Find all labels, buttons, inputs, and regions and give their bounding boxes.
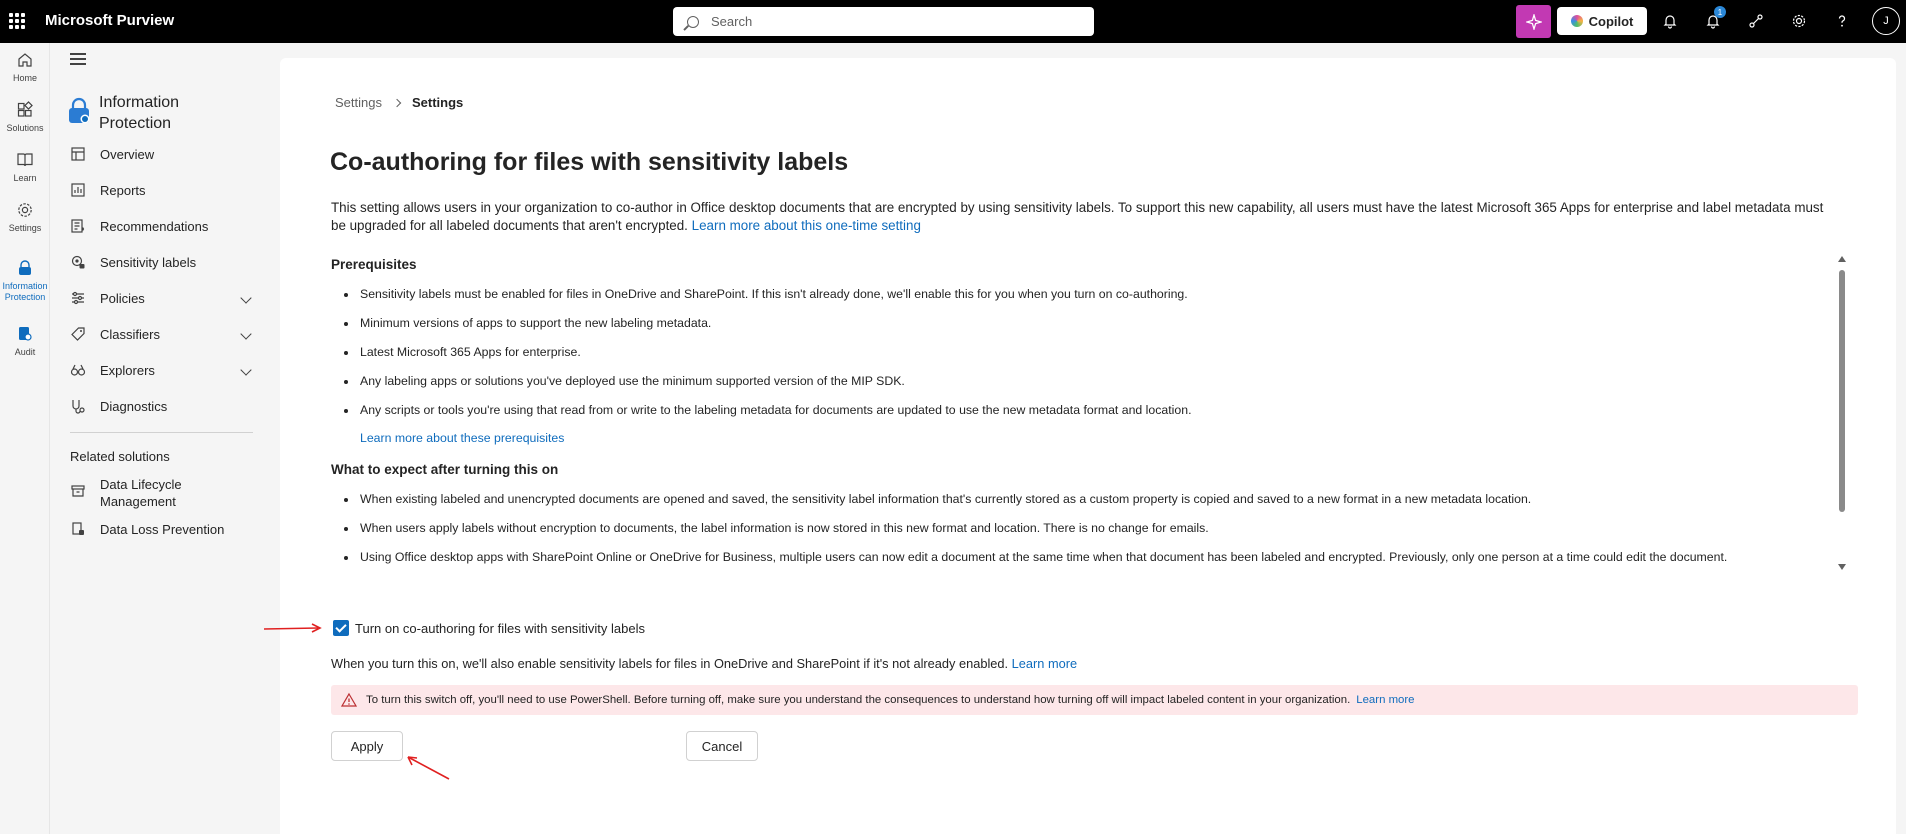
- nav-label: Data Lifecycle Management: [100, 477, 182, 509]
- chevron-right-icon: [393, 98, 401, 106]
- copilot-label: Copilot: [1588, 13, 1634, 29]
- dlp-icon: [70, 521, 86, 537]
- gear-icon[interactable]: [1788, 10, 1810, 32]
- sparkle-icon: [1526, 14, 1542, 30]
- breadcrumb: [335, 95, 463, 110]
- top-bar: [0, 0, 1906, 43]
- list-item: Sensitivity labels must be enabled for files in OneDrive and SharePoint. If this isn't already done, we'll enable this for you when you turn on co-authoring.: [331, 280, 1836, 309]
- copilot-logo-icon: [1571, 15, 1583, 27]
- nav-item-overview[interactable]: [70, 143, 260, 165]
- co-authoring-checkbox[interactable]: [333, 620, 349, 636]
- home-icon: [16, 51, 34, 69]
- prerequisites-heading: Prerequisites: [331, 257, 417, 272]
- copilot-pin-button[interactable]: [1516, 5, 1551, 38]
- nav-label: Overview: [100, 146, 155, 162]
- rail-item-information-protection[interactable]: [0, 259, 50, 303]
- related-solutions-heading: Related solutions: [70, 449, 170, 464]
- rail-item-audit[interactable]: [0, 325, 50, 357]
- nav-item-recommendations[interactable]: [70, 215, 260, 237]
- hint-text: [331, 656, 1077, 671]
- learn-more-one-time-setting-link[interactable]: Learn more about this one-time setting: [691, 218, 921, 233]
- binoculars-icon: [70, 362, 86, 378]
- learn-more-prerequisites-link[interactable]: Learn more about these prerequisites: [360, 431, 565, 445]
- bell-icon[interactable]: [1659, 10, 1681, 32]
- recommendations-icon: [70, 218, 86, 234]
- search-placeholder: Search: [711, 14, 753, 29]
- scroll-up-arrow-icon[interactable]: [1838, 256, 1846, 262]
- connections-icon[interactable]: [1745, 10, 1767, 32]
- nav-item-reports[interactable]: [70, 179, 260, 201]
- what-to-expect-heading: What to expect after turning this on: [331, 462, 559, 477]
- help-icon[interactable]: [1831, 10, 1853, 32]
- list-item: When users apply labels without encryption to documents, the label information is now stored in this new format and location. There is no change for emails.: [331, 514, 1836, 543]
- rail-label: Home: [12, 73, 37, 83]
- nav-label: Reports: [100, 182, 146, 198]
- details-scroll-region[interactable]: [331, 257, 1836, 575]
- nav-item-diagnostics[interactable]: [70, 395, 260, 417]
- warning-text: To turn this switch off, you'll need to use PowerShell. Before turning off, make sure you understand the consequences to understand how turning off will impact labeled content in your organization.: [366, 694, 1351, 706]
- avatar[interactable]: J: [1872, 7, 1900, 35]
- nav-item-policies[interactable]: [70, 287, 260, 309]
- nav-label: Policies: [100, 290, 145, 306]
- checkbox-label[interactable]: Turn on co-authoring for files with sensitivity labels: [355, 620, 645, 636]
- nav-item-classifiers[interactable]: [70, 323, 260, 345]
- rail-label: Solutions: [6, 123, 44, 133]
- audit-icon: [16, 325, 34, 343]
- book-icon: [16, 151, 34, 169]
- hint-learn-more-link[interactable]: Learn more: [1011, 656, 1078, 671]
- list-item: Any scripts or tools you're using that read from or write to the labeling metadata for documents are updated to use the new metadata format and location.: [331, 396, 1836, 425]
- search-icon: [687, 16, 699, 28]
- page-title: Co-authoring for files with sensitivity labels: [330, 148, 849, 176]
- hamburger-icon[interactable]: [70, 53, 86, 65]
- policies-icon: [70, 290, 86, 306]
- app-launcher-icon[interactable]: [9, 13, 25, 29]
- what-to-expect-list: [331, 485, 1836, 572]
- rail-label: Learn: [13, 173, 37, 183]
- cancel-button[interactable]: Cancel: [686, 731, 758, 761]
- diagnostics-icon: [70, 398, 86, 414]
- sensitivity-label-icon: [70, 254, 86, 270]
- nav-item-sensitivity-labels[interactable]: [70, 251, 260, 273]
- chevron-down-icon[interactable]: [240, 364, 251, 375]
- scroll-down-arrow-icon[interactable]: [1838, 564, 1846, 570]
- chevron-down-icon[interactable]: [240, 328, 251, 339]
- nav-item-data-lifecycle-management[interactable]: [70, 476, 260, 510]
- rail-item-solutions[interactable]: [0, 101, 50, 133]
- nav-item-explorers[interactable]: [70, 359, 260, 381]
- scrollbar-thumb[interactable]: [1839, 270, 1845, 512]
- search-input[interactable]: [673, 7, 1094, 36]
- co-authoring-checkbox-row[interactable]: [333, 620, 645, 636]
- rail-item-home[interactable]: [0, 51, 50, 83]
- nav-label: Diagnostics: [100, 398, 168, 414]
- gear-icon: [16, 201, 34, 219]
- vertical-scrollbar[interactable]: [1836, 254, 1848, 572]
- overview-icon: [70, 146, 86, 162]
- notification-badge: 1: [1714, 6, 1726, 18]
- breadcrumb-item[interactable]: Settings: [335, 95, 382, 110]
- rail-label: Information Protection: [2, 281, 48, 302]
- list-item: Any labeling apps or solutions you've deployed use the minimum supported version of the MIP SDK.: [331, 367, 1836, 396]
- annotation-arrow-icon: [262, 622, 326, 636]
- tag-icon: [70, 326, 86, 342]
- nav-label: Recommendations: [100, 218, 209, 234]
- list-item: Using Office desktop apps with SharePoint Online or OneDrive for Business, multiple users can now edit a document at the same time when that document has been labeled and encrypted. Previously, only one person at a time could edit the document.: [331, 543, 1836, 572]
- annotation-arrow-icon: [403, 752, 453, 782]
- apply-button[interactable]: Apply: [331, 731, 403, 761]
- information-protection-icon: [16, 259, 34, 277]
- nav-label: Explorers: [100, 362, 155, 378]
- rail-item-settings[interactable]: [0, 201, 50, 233]
- reports-icon: [70, 182, 86, 198]
- product-name[interactable]: Microsoft Purview: [45, 12, 175, 29]
- information-protection-app-icon: [66, 97, 92, 125]
- intro-text: [331, 199, 1841, 235]
- intro-body: This setting allows users in your organization to co-author in Office desktop documents that are encrypted by using sensitivity labels. To support this new capability, all users must have the latest Microsoft 365 Apps for enterprise and label metadata must be upgraded for all labeled documents that aren't encrypted.: [331, 200, 1824, 233]
- list-item: Latest Microsoft 365 Apps for enterprise.: [331, 338, 1836, 367]
- breadcrumb-current: Settings: [411, 95, 464, 110]
- warning-icon: [341, 692, 357, 708]
- archive-icon: [70, 483, 86, 499]
- left-rail: [0, 43, 50, 834]
- warning-banner: [331, 685, 1858, 715]
- nav-label: Classifiers: [100, 326, 160, 342]
- list-item: When existing labeled and unencrypted documents are opened and saved, the sensitivity label information that's currently stored as a custom property is copied and saved to a new format in a new metadata location.: [331, 485, 1836, 514]
- list-item: Minimum versions of apps to support the new labeling metadata.: [331, 309, 1836, 338]
- rail-item-learn[interactable]: [0, 151, 50, 183]
- chevron-down-icon[interactable]: [240, 292, 251, 303]
- hint-body: When you turn this on, we'll also enable sensitivity labels for files in OneDrive and SharePoint if it's not already enabled.: [331, 656, 1009, 671]
- warning-learn-more-link[interactable]: Learn more: [1356, 694, 1415, 706]
- app-title: Information Protection: [99, 94, 180, 132]
- copilot-button[interactable]: [1557, 7, 1647, 35]
- nav-label: Data Loss Prevention: [100, 521, 225, 537]
- rail-label: Settings: [8, 223, 42, 233]
- prerequisites-list: [331, 280, 1836, 425]
- nav-divider: [70, 432, 253, 433]
- nav-item-data-loss-prevention[interactable]: [70, 518, 260, 540]
- nav-label: Sensitivity labels: [100, 254, 197, 270]
- rail-label: Audit: [14, 347, 36, 357]
- solutions-icon: [16, 101, 34, 119]
